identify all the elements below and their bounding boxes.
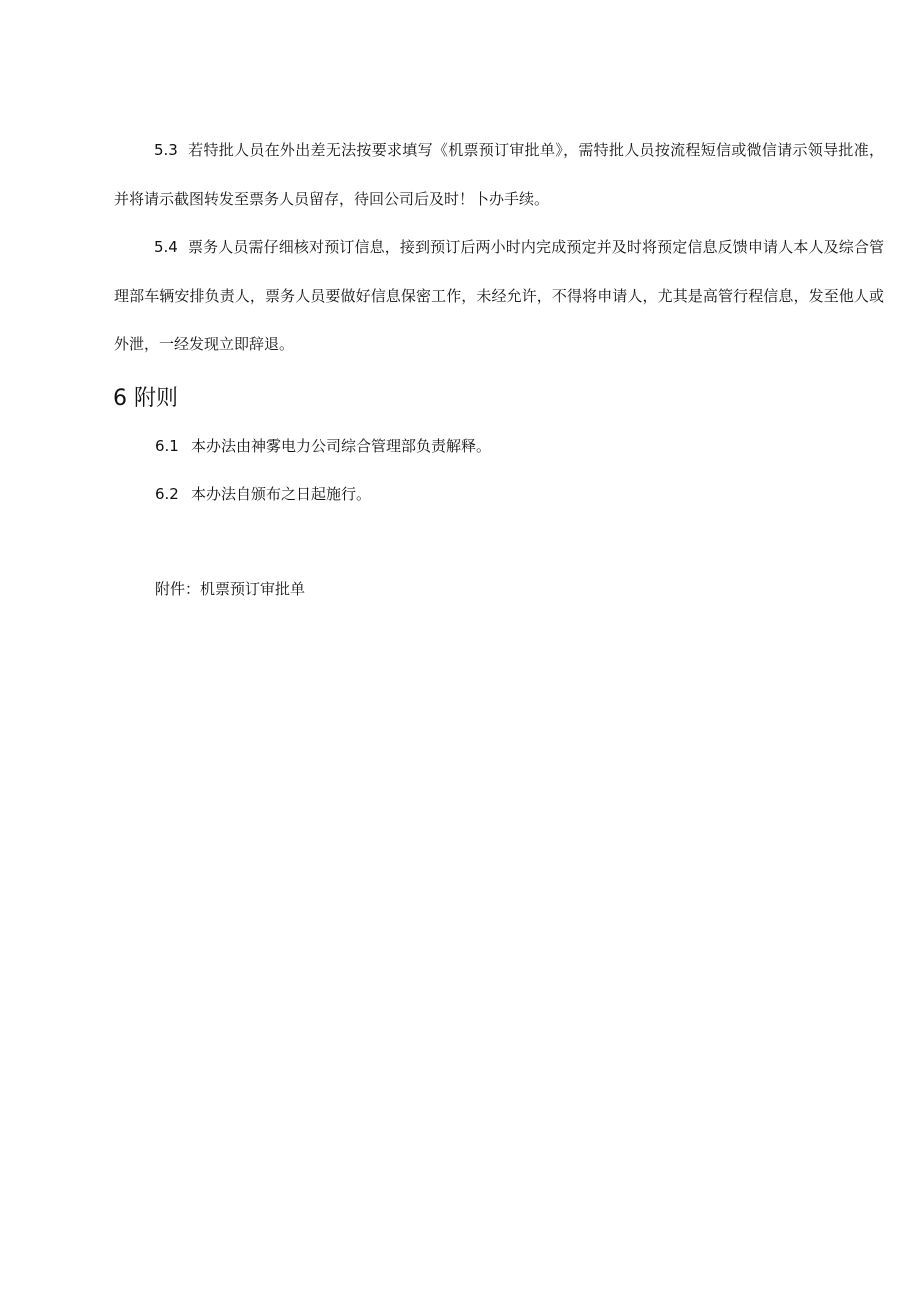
- clause-5-3: [114, 126, 884, 223]
- clause-number: 6.1: [155, 437, 179, 455]
- clause-text: 票务人员需仔细核对预订信息，接到预订后两小时内完成预定并及时将预定信息反馈申请人本人及综合管理部车辆安排负责人，票务人员要做好信息保密工作，未经允许，不得将申请人，尤其是高管行程信息，发至他人或外泄，一经发现立即辞退。: [114, 238, 884, 353]
- clause-number: 5.4: [154, 238, 178, 256]
- clause-text: 本办法自颁布之日起施行。: [191, 485, 372, 503]
- attachment-label: 附件：机票预订审批单: [155, 580, 306, 598]
- clause-text: 若特批人员在外出差无法按要求填写《机票预订审批单》，需特批人员按流程短信或微信请示领导批准，并将请示截图转发至票务人员留存，待回公司后及时！卜办手续。: [114, 141, 884, 208]
- section-heading: 6 附则: [113, 386, 178, 411]
- clause-6-2: [155, 482, 371, 506]
- clause-6-1: [155, 434, 491, 458]
- clause-5-4: [114, 223, 884, 369]
- clause-text: 本办法由神雾电力公司综合管理部负责解释。: [191, 437, 492, 455]
- clause-number: 5.3: [154, 141, 178, 159]
- clause-number: 6.2: [155, 485, 179, 503]
